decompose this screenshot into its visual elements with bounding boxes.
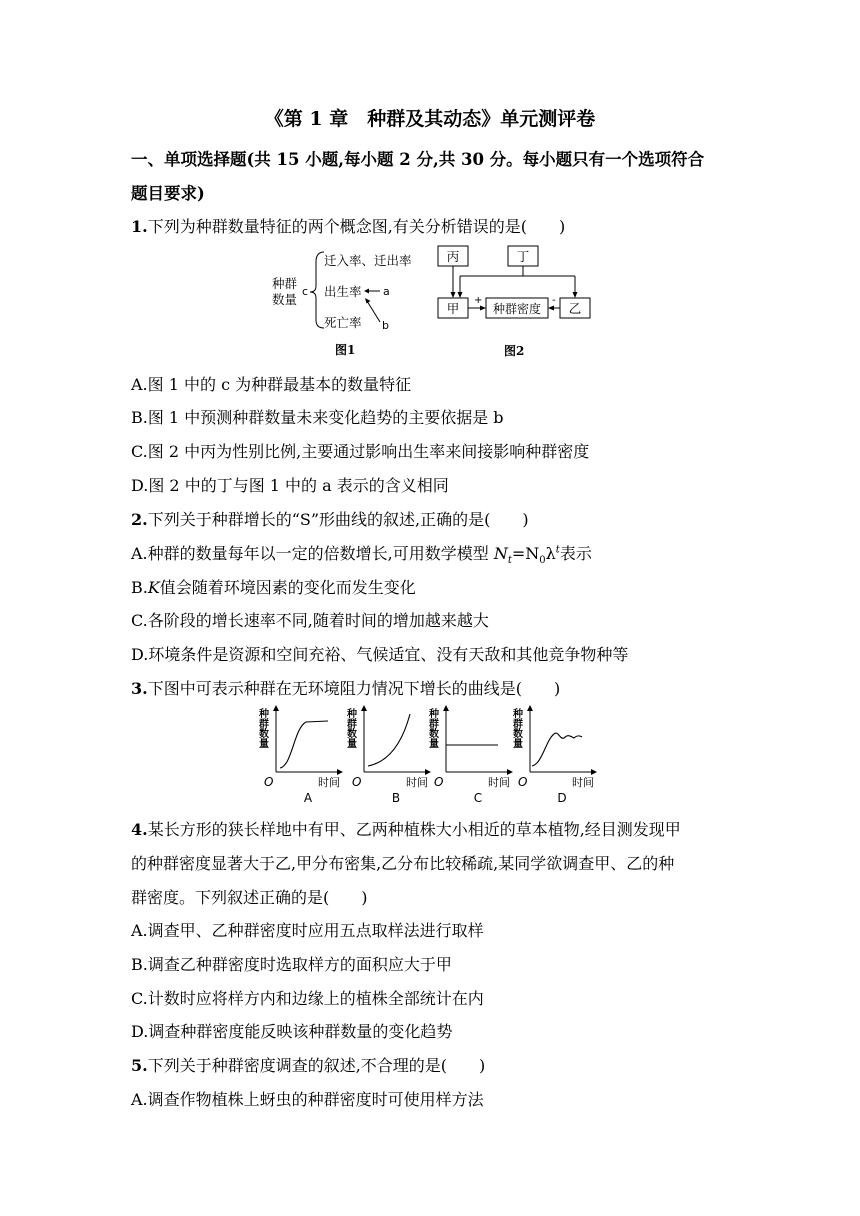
fig2-label-yi: 乙 <box>568 301 582 316</box>
question-4-stem-line-1 <box>131 817 681 840</box>
graph-b-xlabel: 时间 <box>406 776 428 789</box>
fig1-arrow-b-head <box>365 298 371 304</box>
question-3-number: 3. <box>131 679 148 698</box>
fig1-brace <box>310 252 324 328</box>
graph-b-ylabel: 种群数量 <box>344 708 356 748</box>
graph-a-label: A <box>303 791 313 805</box>
fig1-label-c: c <box>302 285 309 298</box>
q2-formula-N: N <box>493 544 508 563</box>
fig2-arrow-jia-density-head <box>480 306 486 311</box>
graph-c-label: C <box>473 791 483 805</box>
question-1-option-b: B.图 1 中预测种群数量未来变化趋势的主要依据是 b <box>131 408 504 427</box>
figure-1-concept-map <box>262 244 412 364</box>
graph-a-xlabel: 时间 <box>318 776 340 789</box>
question-2-option-a <box>131 541 592 566</box>
fig2-caption: 图2 <box>504 344 525 358</box>
fig1-branch-death-rate: 死亡率 <box>324 315 362 330</box>
q2-formula-sup-t: t <box>555 544 560 556</box>
graph-b-curve <box>368 714 410 766</box>
question-2-number: 2. <box>131 510 148 529</box>
graph-a <box>257 706 343 805</box>
page-title: 《第 1 章 种群及其动态》单元测评卷 <box>264 108 596 130</box>
q2-formula-lambda: λ <box>545 544 556 563</box>
fig1-label-zhongqun: 种群 <box>272 276 298 291</box>
fig2-arrow-bing-jia-head <box>451 292 456 298</box>
question-2-option-c: C.各阶段的增长速率不同,随着时间的增加越来越大 <box>131 611 489 630</box>
question-4-option-c: C.计数时应将样方内和边缘上的植株全部统计在内 <box>131 989 484 1008</box>
question-1-number: 1. <box>131 217 148 236</box>
fig1-arrow-a-head <box>364 289 369 294</box>
graph-b-origin: O <box>352 775 362 789</box>
graph-d-label: D <box>557 791 567 805</box>
question-4-text-1: 某长方形的狭长样地中有甲、乙两种植株大小相近的草本植物,经目测发现甲 <box>147 820 681 839</box>
question-2-text: 下列关于种群增长的“S”形曲线的叙述,正确的是( ) <box>147 510 529 529</box>
q2-formula-sub-0: 0 <box>539 555 546 567</box>
graph-c-xlabel: 时间 <box>488 776 510 789</box>
fig1-branch-birth-rate: 出生率 <box>324 284 362 299</box>
fig2-label-ding: 丁 <box>516 249 530 264</box>
question-3-text: 下图中可表示种群在无环境阻力情况下增长的曲线是( ) <box>147 679 561 698</box>
fig1-caption: 图1 <box>335 343 356 357</box>
fig1-arrow-b <box>367 301 380 322</box>
q2-formula-eq-N: =N <box>511 544 540 563</box>
question-4-option-b: B.调查乙种群密度时选取样方的面积应大于甲 <box>131 955 452 974</box>
fig2-sign-minus: - <box>552 295 556 306</box>
graph-a-origin: O <box>264 775 274 789</box>
question-4-stem-line-2: 的种群密度显著大于乙,甲分布密集,乙分布比较稀疏,某同学欲调查甲、乙的种 <box>131 854 675 873</box>
graph-d <box>511 706 597 805</box>
graph-a-ylabel: 种群数量 <box>256 708 268 748</box>
graph-c-ylabel: 种群数量 <box>426 708 438 748</box>
question-4-stem-line-3: 群密度。下列叙述正确的是( ) <box>131 888 368 907</box>
question-3-stem <box>131 676 560 699</box>
question-3-curve-graphs <box>256 700 602 810</box>
graph-d-curve <box>532 733 582 766</box>
q2-option-b-rest: 值会随着环境因素的变化而发生变化 <box>159 578 416 597</box>
fig2-label-population-density: 种群密度 <box>492 302 542 316</box>
graph-b-label: B <box>391 791 401 805</box>
fig1-label-b: b <box>382 319 389 332</box>
question-5-text: 下列关于种群密度调查的叙述,不合理的是( ) <box>147 1056 486 1075</box>
graph-b <box>345 706 431 805</box>
question-4-number: 4. <box>131 820 148 839</box>
fig2-label-jia: 甲 <box>446 301 460 316</box>
question-1-text: 下列为种群数量特征的两个概念图,有关分析错误的是( ) <box>147 217 566 236</box>
graph-c-origin: O <box>434 775 444 789</box>
question-2-option-d: D.环境条件是资源和空间充裕、气候适宜、没有天敌和其他竞争物种等 <box>131 645 629 664</box>
fig2-arrow-ding-yi-head <box>573 292 578 298</box>
q2-option-b-K: K <box>147 578 160 597</box>
question-1-option-a: A.图 1 中的 c 为种群最基本的数量特征 <box>131 375 412 394</box>
graph-a-curve <box>280 721 328 768</box>
fig2-label-bing: 丙 <box>446 249 460 264</box>
q2-option-a-prefix: A.种群的数量每年以一定的倍数增长,可用数学模型 <box>131 544 494 563</box>
question-1-option-c: C.图 2 中丙为性别比例,主要通过影响出生率来间接影响种群密度 <box>131 442 590 461</box>
figure-2-flow-diagram <box>432 240 600 364</box>
section-heading-line-2: 题目要求) <box>131 184 205 203</box>
graph-d-origin: O <box>518 775 528 789</box>
question-1-option-d: D.图 2 中的丁与图 1 中的 a 表示的含义相同 <box>131 476 449 495</box>
fig1-label-a: a <box>383 285 390 298</box>
fig2-arrow-yi-density-head <box>548 306 554 311</box>
question-1-stem <box>131 214 565 237</box>
fig2-arrow-ding-jia-head <box>458 292 463 298</box>
q2-option-b-prefix: B. <box>131 578 148 597</box>
question-2-option-b <box>131 575 416 598</box>
fig1-label-shuliang: 数量 <box>272 292 298 307</box>
question-2-stem <box>131 507 529 530</box>
graph-c <box>427 706 513 805</box>
q2-formula-sub-t: t <box>507 555 512 567</box>
question-5-option-a: A.调查作物植株上蚜虫的种群密度时可使用样方法 <box>131 1090 484 1109</box>
fig1-branch-migration: 迁入率、迁出率 <box>324 253 412 268</box>
q2-option-a-suffix: 表示 <box>559 544 592 563</box>
section-heading-line-1: 一、单项选择题(共 15 小题,每小题 2 分,共 30 分。每小题只有一个选项符合 <box>131 150 705 169</box>
graph-d-ylabel: 种群数量 <box>510 708 522 748</box>
question-4-option-d: D.调查种群密度能反映该种群数量的变化趋势 <box>131 1022 453 1041</box>
question-5-stem <box>131 1053 485 1076</box>
question-5-number: 5. <box>131 1056 148 1075</box>
graph-d-xlabel: 时间 <box>572 776 594 789</box>
question-4-option-a: A.调查甲、乙种群密度时应用五点取样法进行取样 <box>131 921 484 940</box>
fig2-sign-plus: + <box>474 295 483 306</box>
